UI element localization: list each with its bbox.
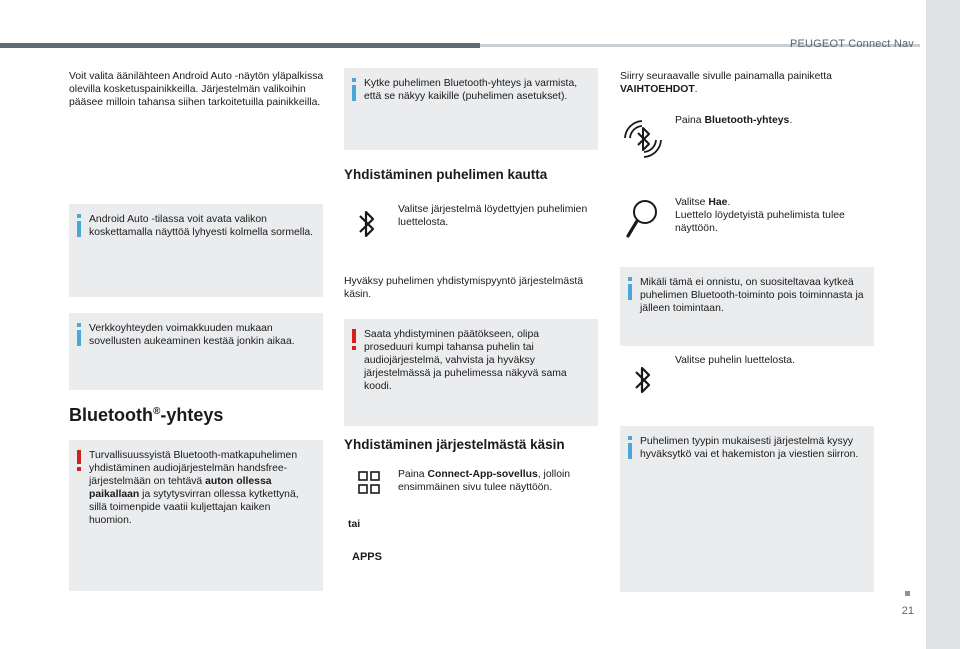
section-heading-phone-pairing: Yhdistäminen puhelimen kautta: [344, 167, 548, 182]
search-icon: [624, 198, 660, 240]
section-heading-bluetooth: Bluetooth®-yhteys: [69, 405, 224, 425]
apps-grid-icon: [358, 471, 380, 495]
info-note-bt-visible: [344, 68, 598, 150]
bluetooth-icon: [356, 207, 378, 241]
info-icon: [628, 436, 632, 440]
info-note-retry: [620, 267, 874, 346]
bluetooth-icon: [632, 363, 654, 397]
header-bar: [0, 43, 480, 48]
page-side-strip: [926, 0, 960, 649]
search-text: Valitse Hae. Luettelo löydetyistä puhelimista tulee näyttöön.: [675, 197, 845, 234]
info-note-text: Mikäli tämä ei onnistu, on suositeltavaa kytkeä puhelimen Bluetooth-toiminto pois toiminnasta ja jälleen toimintaan.: [640, 277, 864, 314]
select-phone-text: Valitse puhelin luettelosta.: [675, 355, 795, 366]
page-number: 21: [901, 605, 914, 617]
info-note-text: Verkkoyhteyden voimakkuuden mukaan sovellusten aukeaminen kestää jonkin aikaa.: [89, 323, 295, 347]
warning-icon: [77, 450, 81, 464]
info-note-text: Kytke puhelimen Bluetooth-yhteys ja varmista, että se näkyy kaikille (puhelimen asetukset).: [364, 78, 578, 102]
section-heading-system-pairing: Yhdistäminen järjestelmästä käsin: [344, 437, 565, 452]
info-note-android-menu: [69, 204, 323, 297]
info-note-text: Android Auto -tilassa voit avata valikon koskettamalla näyttöä lyhyesti kolmella sormella.: [89, 214, 314, 238]
intro-text: Voit valita äänilähteen Android Auto -näytön yläpalkissa olevilla kosketuspainikkeilla. Järjestelmän valikoihin pääsee milloin tahansa siihen tarkoitetuilla painikkeilla.: [69, 71, 324, 108]
info-icon: [628, 277, 632, 281]
info-icon: [77, 214, 81, 218]
accept-request-text: Hyväksy puhelimen yhdistymispyyntö järjestelmästä käsin.: [344, 276, 584, 300]
warning-note-text: Turvallisuussyistä Bluetooth-matkapuhelimen yhdistäminen audiojärjestelmän handsfree-järjestelmään on tehtävä auton ollessa paikallaan ja sytytysvirran ollessa kytkettynä, sillä toimenpide vaatii kuljettajan kaiken huomion.: [89, 450, 299, 526]
info-icon: [77, 323, 81, 327]
bluetooth-connection-icon: [622, 118, 664, 160]
select-system-text: Valitse järjestelmä löydettyjen puhelimien luettelosta.: [398, 204, 588, 228]
warning-note-safety: [69, 440, 323, 591]
press-bluetooth-text: Paina Bluetooth-yhteys.: [675, 115, 793, 126]
info-note-network: [69, 313, 323, 390]
warning-note-code: [344, 319, 598, 426]
info-note-profile: [620, 426, 874, 592]
warning-note-text: Saata yhdistyminen päätökseen, olipa proseduuri kumpi tahansa puhelin tai audiojärjestelmä, vahvista ja hyväksy järjestelmässä ja puhelimessa näkyvä sama koodi.: [364, 329, 567, 392]
apps-button-label: APPS: [352, 551, 382, 563]
info-icon: [352, 78, 356, 82]
continue-marker: [905, 591, 910, 596]
next-page-text: Siirry seuraavalle sivulle painamalla painiketta VAIHTOEHDOT.: [620, 71, 832, 95]
info-note-text: Puhelimen tyypin mukaisesti järjestelmä kysyy hyväksytkö vai et hakemiston ja viestien siirron.: [640, 436, 859, 460]
or-label: tai: [348, 519, 361, 530]
press-connect-app-text: Paina Connect-App-sovellus, jolloin ensimmäinen sivu tulee näyttöön.: [398, 469, 571, 493]
warning-icon: [352, 329, 356, 343]
page-header-title: PEUGEOT Connect Nav: [789, 38, 914, 50]
